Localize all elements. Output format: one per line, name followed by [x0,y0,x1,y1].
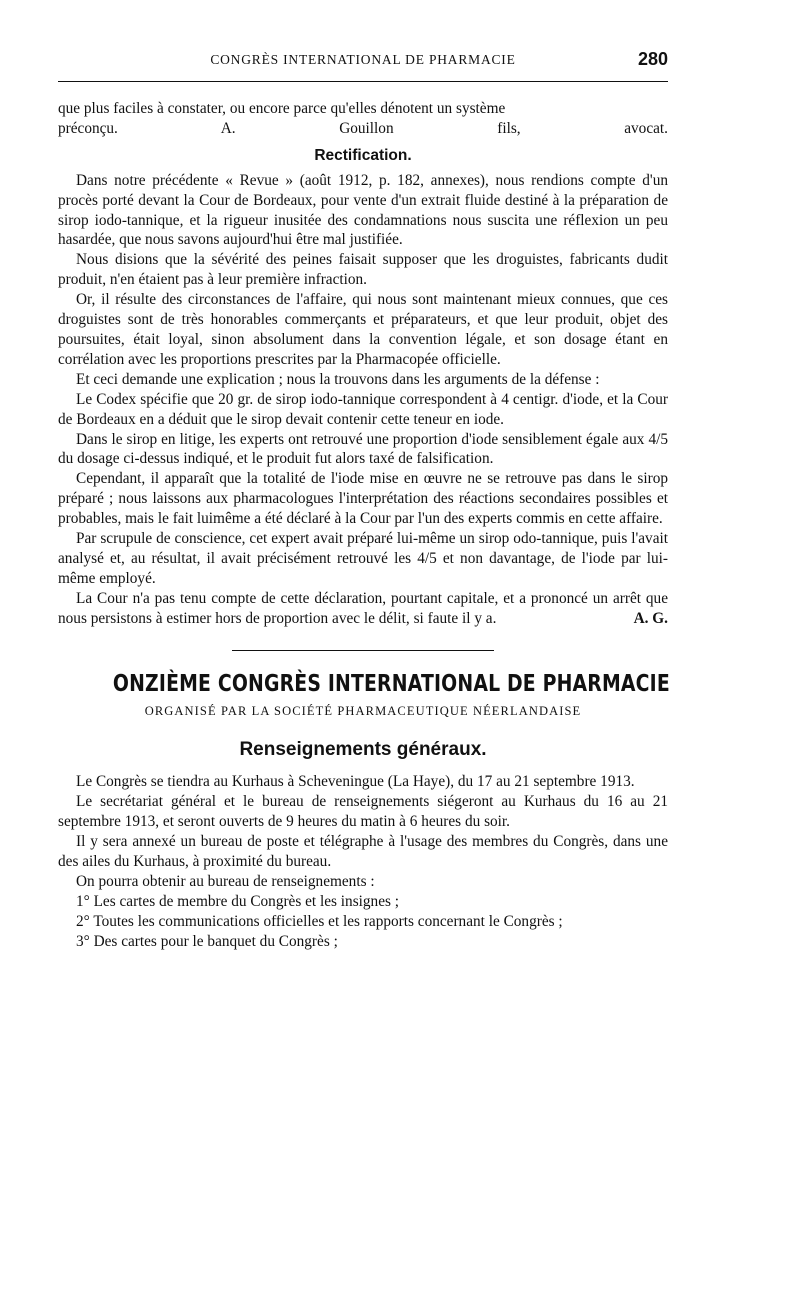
section-divider [232,650,494,651]
intro-line: que plus faciles à constater, ou encore parce qu'elles dénotent un système [58,100,506,117]
congress-subtitle: ORGANISÉ PAR LA SOCIÉTÉ PHARMACEUTIQUE NÉERLANDAISE [144,704,582,719]
congress-paragraph: Le Congrès se tiendra au Kurhaus à Scheveningue (La Haye), du 17 au 21 septembre 1913. [76,773,635,791]
congress-paragraph: Le secrétariat général et le bureau de renseignements siégeront au Kurhaus du 16 au 21 septembre 1913, et seront ouverts de 9 heures du matin à 6 heures du soir. [58,793,668,831]
intro-line-end: préconçu. [58,119,118,137]
rectification-paragraph: Et ceci demande une explication ; nous la trouvons dans les arguments de la défense : [76,370,600,388]
rectification-last-text: La Cour n'a pas tenu compte de cette déclaration, pourtant capitale, et a prononcé un arrêt que nous persistons à estimer hors de proportion avec le délit, si faute il y a. [58,589,668,627]
intro-signature-line [58,119,668,139]
congress-paragraph: Il y sera annexé un bureau de poste et télégraphe à l'usage des membres du Congrès, dans une des ailes du Kurhaus, à proximité du bureau. [58,833,668,870]
general-info-heading: Renseignements généraux. [239,739,487,761]
congress-list-item: 1° Les cartes de membre du Congrès et les insignes ; [76,892,400,910]
rectification-paragraph: Par scrupule de conscience, cet expert avait préparé lui-même un sirop odo-tannique, puis l'avait analysé et, au résultat, il avait précisément retrouvé les 4/5 et non davantage, de l'iode par lui-même employé. [58,530,668,587]
header-rule [58,81,668,82]
congress-list-item: 3° Des cartes pour le banquet du Congrès ; [76,932,338,950]
rectification-paragraph: Cependant, il apparaît que la totalité de l'iode mise en œuvre ne se retrouve pas dans le sirop préparé ; nous laissons aux pharmacologues l'interprétation des réactions secondaires possibles et probables, mais le fait luimême a été déclaré à la Cour par l'un des experts commis en cette affaire. [58,470,668,528]
author-initials: A. G. [633,609,668,627]
congress-list-item: 2° Toutes les communications officielles et les rapports concernant le Congrès ; [76,912,563,930]
rectification-paragraph: Dans le sirop en litige, les experts ont retrouvé une proportion d'iode sensiblement égale aux 4/5 du dosage ci-dessus indiqué, et le produit fut alors taxé de falsification. [58,430,668,468]
running-title: CONGRÈS INTERNATIONAL DE PHARMACIE [210,52,516,67]
author-signature: A. Gouillon fils, avocat. [220,119,668,137]
body-text [58,99,668,951]
rectification-paragraph: Nous disions que la sévérité des peines faisait supposer que les droguistes, fabricants dudit produit, n'en étaient pas à leur première infraction. [58,251,668,289]
rectification-paragraph: Dans notre précédente « Revue » (août 1912, p. 182, annexes), nous rendions compte d'un procès porté devant la Cour de Bordeaux, pour vente d'un extrait fluide destiné à la préparation de sirop iodo-tannique, et la rigueur inusitée des condamnations nous suscita une réflexion un peu hasardée, que nous savons aujourd'hui être mal justifiée. [58,171,668,249]
rectification-title: Rectification. [314,146,412,164]
rectification-paragraph: Or, il résulte des circonstances de l'affaire, qui nous sont maintenant mieux connues, que ces droguistes sont de très honorables commerçants et préparateurs, et que leur produit, objet des poursuites, était loyal, sinon absolument dans la convention légale, et son dosage étant en corrélation avec les proportions prescrites par la Pharmacopée officielle. [58,291,668,368]
congress-paragraph: On pourra obtenir au bureau de renseignements : [76,872,375,890]
page-number: 280 [637,49,668,69]
rectification-paragraph [58,589,668,629]
congress-title: ONZIÈME CONGRÈS INTERNATIONAL DE PHARMACIE [112,670,670,697]
rectification-paragraph: Le Codex spécifie que 20 gr. de sirop iodo-tannique correspondent à 4 centigr. d'iode, et la Cour de Bordeaux en a déduit que le sirop devait contenir cette teneur en iode. [58,390,668,428]
